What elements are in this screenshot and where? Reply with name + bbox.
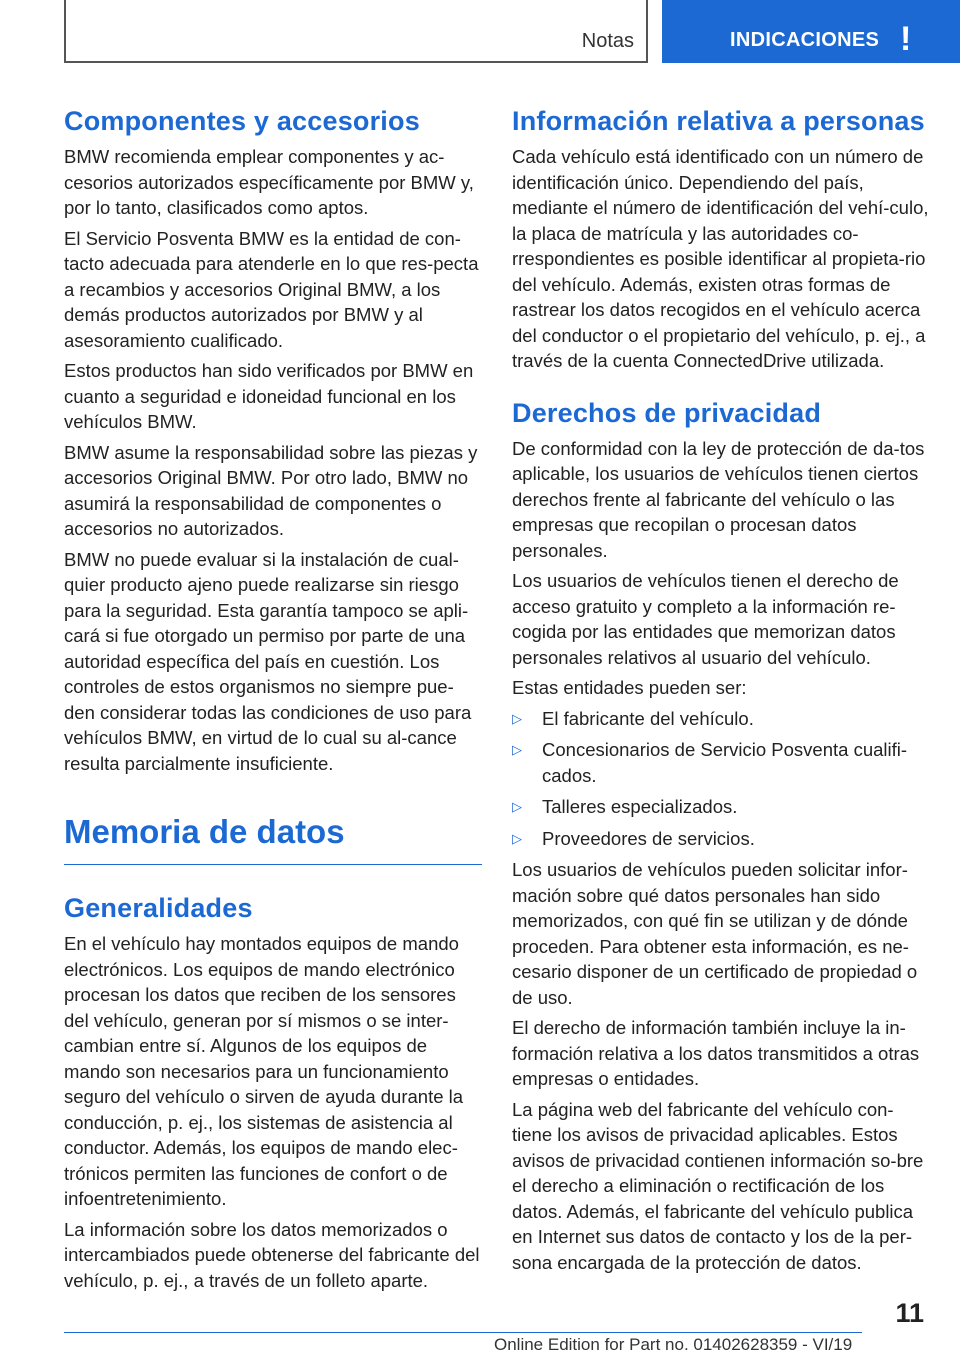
heading-informacion-personas: Información relativa a personas <box>512 106 925 136</box>
paragraph: Los usuarios de vehículos tienen el derecho de acceso gratuito y completo a la información re-cogida por las entidades que memorizan datos personales relativos al usuario del vehículo. <box>512 570 899 668</box>
paragraph: Estas entidades pueden ser: <box>512 677 747 698</box>
triangle-bullet-icon: ▷ <box>512 830 522 846</box>
edition-footer: Online Edition for Part no. 01402628359 - VI/19 <box>494 1335 853 1354</box>
triangle-bullet-icon: ▷ <box>512 742 522 757</box>
triangle-bullet-icon: ▷ <box>512 799 522 814</box>
list-item: ▷ El fabricante del vehículo. <box>512 706 932 732</box>
paragraph: De conformidad con la ley de protección de da-tos aplicable, los usuarios de vehículos tienen ciertos derechos frente al fabricante del vehículo o las empresas que recopilan o procesan datos personales. <box>512 437 925 561</box>
exclamation-icon: ! <box>900 20 912 58</box>
heading-generalidades: Generalidades <box>64 893 253 923</box>
paragraph: BMW asume la responsabilidad sobre las piezas y accesorios Original BMW. Por otro lado, BMW no asumirá la responsabilidad de componentes o accesorios no autorizados. <box>64 441 478 539</box>
paragraph: Cada vehículo está identificado con un número de identificación único. Dependiendo del país, mediante el número de identificación del vehí-culo, la placa de matrícula y las autoridades co-rrespondientes es posible identificar al propieta-rio del vehículo. Además, existen otras formas de rastrear los datos recogidos en el vehículo acerca del conductor o el propietario del vehículo, p. ej., a través de la cuenta ConnectedDrive utilizada. <box>512 146 929 371</box>
chapter-title: Memoria de datos <box>64 810 482 865</box>
paragraph: Los usuarios de vehículos pueden solicitar infor-mación sobre qué datos personales han sido memorizados, con qué fin se utilizan y de dónde proceden. Para obtener esta información, es ne-cesario disponer de un certificado de propiedad o de uso. <box>512 859 918 1008</box>
heading-componentes: Componentes y accesorios <box>64 106 420 136</box>
left-column <box>64 98 482 1298</box>
section-label: Notas <box>581 30 634 52</box>
list-item: ▷ Concesionarios de Servicio Posventa cualifi-cados. <box>512 739 908 786</box>
list-item: ▷ Talleres especializados. <box>512 794 932 820</box>
paragraph: La página web del fabricante del vehículo con-tiene los avisos de privacidad aplicables. Estos avisos de privacidad contienen información so-bre el derecho a eliminación o rectificación de los datos. Además, el fabricante del vehículo publica en Internet sus datos de contacto y los de la per-sona encargada de la protección de datos. <box>512 1098 924 1273</box>
list-item: ▷ Proveedores de servicios. <box>512 826 932 852</box>
section-tab-label: INDICACIONES <box>730 29 880 51</box>
page-number: 11 <box>895 1298 924 1328</box>
heading-derechos-privacidad: Derechos de privacidad <box>512 397 822 428</box>
section-tab[interactable] <box>662 0 960 63</box>
paragraph: BMW recomienda emplear componentes y ac-cesorios autorizados específicamente por BMW y, por lo tanto, clasificados como aptos. <box>64 146 474 218</box>
triangle-bullet-icon: ▷ <box>512 710 522 726</box>
paragraph: El derecho de información también incluye la in-formación relativa a los datos transmitidos a otras empresas o entidades. <box>512 1017 920 1089</box>
paragraph: En el vehículo hay montados equipos de mando electrónicos. Los equipos de mando electrónico procesan los datos que reciben de los sensores del vehículo, generan por sí mismos o se inter-cambian entre sí. Algunos de los equipos de mando son necesarios para un funcionamiento seguro del vehículo o sirven de ayuda durante la conducción, p. ej., los sistemas de asistencia al conductor. Además, los equipos de mando elec-trónicos permiten las funciones de confort o de infoentretenimiento. <box>64 933 464 1209</box>
right-column <box>512 98 932 1280</box>
header-box <box>64 0 648 63</box>
footer-divider <box>64 1332 862 1333</box>
entities-list <box>512 706 932 852</box>
paragraph: La información sobre los datos memorizados o intercambiados puede obtenerse del fabricante del vehículo, p. ej., a través de un folleto aparte. <box>64 1218 480 1291</box>
paragraph: Estos productos han sido verificados por BMW en cuanto a seguridad e idoneidad funcional en los vehículos BMW. <box>64 360 474 432</box>
paragraph: BMW no puede evaluar si la instalación de cual-quier producto ajeno puede realizarse sin riesgo para la seguridad. Esta garantía tampoco se apli-cará si fue otorgado un permiso por parte de una autoridad específica del país en cuestión. Los controles de estos organismos no siempre pue-den considerar todas las condiciones de uso para vehículos BMW, en virtud de lo cual su al-cance resulta parcialmente insuficiente. <box>64 548 472 774</box>
paragraph: El Servicio Posventa BMW es la entidad de con-tacto adecuada para atenderle en lo que res-pecta a recambios y accesorios Original BMW, a los demás productos autorizados por BMW y al asesoramiento cualificado. <box>64 227 479 351</box>
